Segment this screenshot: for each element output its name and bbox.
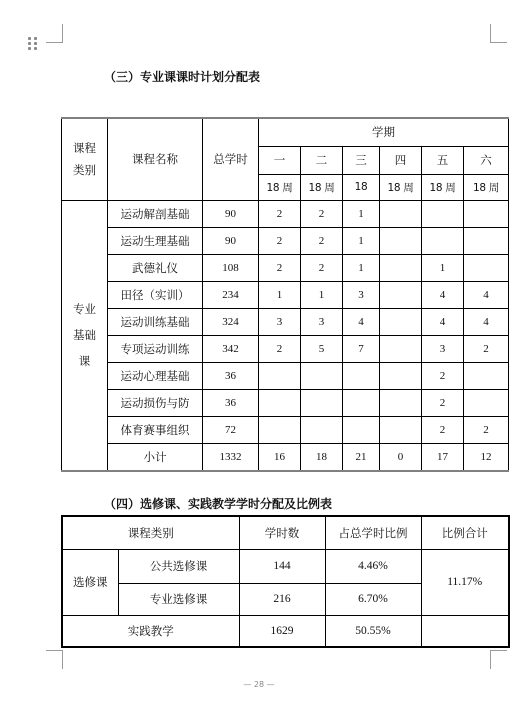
hours-s2: 3 xyxy=(301,308,343,335)
hours-s5: 3 xyxy=(422,335,464,362)
practice-ratio-sum xyxy=(421,615,509,647)
hours-s4 xyxy=(380,281,422,308)
weeks-6: 18 周 xyxy=(464,174,509,200)
header-course-name: 课程名称 xyxy=(108,118,203,200)
hours-s3 xyxy=(343,389,380,416)
hours-s3: 1 xyxy=(343,200,380,227)
course-total: 342 xyxy=(203,335,259,362)
subtotal-s6: 12 xyxy=(464,443,509,471)
hours-s3: 1 xyxy=(343,254,380,281)
header-course-category: 课程 类别 xyxy=(62,118,108,200)
course-total: 72 xyxy=(203,416,259,443)
table-row xyxy=(62,389,509,416)
subtotal-s5: 17 xyxy=(422,443,464,471)
table-row xyxy=(62,254,509,281)
crop-mark-top-right xyxy=(490,24,507,43)
hours-s4 xyxy=(380,200,422,227)
elective-practice-table xyxy=(61,515,510,648)
hours-s2: 5 xyxy=(301,335,343,362)
hours-s6: 2 xyxy=(464,416,509,443)
hours-s4 xyxy=(380,254,422,281)
table-row xyxy=(62,200,509,227)
course-name: 田径（实训） xyxy=(108,281,203,308)
header-total-hours: 总学时 xyxy=(203,118,259,200)
hours-s2 xyxy=(301,389,343,416)
subtotal-total: 1332 xyxy=(203,443,259,471)
course-name: 运动训练基础 xyxy=(108,308,203,335)
course-name: 运动损伤与防 xyxy=(108,389,203,416)
elective-ratio-sum: 11.17% xyxy=(421,549,509,615)
hours-s5: 2 xyxy=(422,416,464,443)
page-number: — 28 — xyxy=(243,680,275,689)
table-row xyxy=(62,615,509,647)
hours-s3: 3 xyxy=(343,281,380,308)
course-name: 公共选修课 xyxy=(118,549,239,583)
semester-3: 三 xyxy=(343,146,380,174)
hours-s4 xyxy=(380,308,422,335)
hours-s2: 2 xyxy=(301,254,343,281)
course-name: 运动心理基础 xyxy=(108,362,203,389)
semester-4: 四 xyxy=(380,146,422,174)
hours-s2: 2 xyxy=(301,227,343,254)
hours-s1: 2 xyxy=(259,227,301,254)
course-total: 90 xyxy=(203,200,259,227)
semester-6: 六 xyxy=(464,146,509,174)
course-ratio: 6.70% xyxy=(325,583,421,615)
hours-s6 xyxy=(464,254,509,281)
hours-s2: 1 xyxy=(301,281,343,308)
subtotal-s4: 0 xyxy=(380,443,422,471)
course-hours: 216 xyxy=(239,583,325,615)
header-ratio-sum: 比例合计 xyxy=(421,516,509,549)
course-name: 运动生理基础 xyxy=(108,227,203,254)
course-name: 体育赛事组织 xyxy=(108,416,203,443)
hours-s6 xyxy=(464,362,509,389)
subtotal-s2: 18 xyxy=(301,443,343,471)
hours-s4 xyxy=(380,335,422,362)
table-row xyxy=(62,549,509,583)
weeks-1: 18 周 xyxy=(259,174,301,200)
hours-s4 xyxy=(380,416,422,443)
course-name: 武德礼仪 xyxy=(108,254,203,281)
hours-s4 xyxy=(380,389,422,416)
subtotal-s3: 21 xyxy=(343,443,380,471)
course-total: 36 xyxy=(203,362,259,389)
header-semester: 学期 xyxy=(259,118,509,146)
section-4-title: （四）选修课、实践教学学时分配及比例表 xyxy=(104,497,333,511)
subtotal-s1: 16 xyxy=(259,443,301,471)
hours-s5: 2 xyxy=(422,389,464,416)
weeks-2: 18 周 xyxy=(301,174,343,200)
hours-s6 xyxy=(464,227,509,254)
crop-mark-bottom-left xyxy=(46,650,63,669)
header-course-type: 课程类别 xyxy=(62,516,239,549)
hours-s5: 4 xyxy=(422,308,464,335)
table-row xyxy=(62,416,509,443)
semester-2: 二 xyxy=(301,146,343,174)
hours-s6 xyxy=(464,389,509,416)
weeks-3: 18 xyxy=(343,174,380,200)
course-total: 234 xyxy=(203,281,259,308)
crop-mark-top-left xyxy=(46,24,63,43)
course-ratio: 4.46% xyxy=(325,549,421,583)
drag-handle-icon[interactable] xyxy=(28,37,38,51)
weeks-5: 18 周 xyxy=(422,174,464,200)
hours-s1 xyxy=(259,389,301,416)
course-total: 36 xyxy=(203,389,259,416)
hours-s5 xyxy=(422,227,464,254)
hours-s3: 1 xyxy=(343,227,380,254)
hours-s3 xyxy=(343,416,380,443)
hours-s1: 2 xyxy=(259,254,301,281)
table-row xyxy=(62,362,509,389)
hours-s4 xyxy=(380,362,422,389)
hours-s1: 1 xyxy=(259,281,301,308)
crop-mark-bottom-right xyxy=(490,650,507,669)
category-professional-basic: 专业 基础 课 xyxy=(62,200,108,471)
course-total: 324 xyxy=(203,308,259,335)
hours-s1: 2 xyxy=(259,335,301,362)
hours-s5: 1 xyxy=(422,254,464,281)
hours-s6: 4 xyxy=(464,281,509,308)
elective-label: 选修课 xyxy=(62,549,118,615)
course-name: 运动解剖基础 xyxy=(108,200,203,227)
hours-s6 xyxy=(464,200,509,227)
section-3-title: （三）专业课课时计划分配表 xyxy=(104,70,261,84)
hours-s6: 2 xyxy=(464,335,509,362)
course-hours: 144 xyxy=(239,549,325,583)
hours-s2 xyxy=(301,416,343,443)
hours-s5 xyxy=(422,200,464,227)
hours-s6: 4 xyxy=(464,308,509,335)
hours-s4 xyxy=(380,227,422,254)
hours-s5: 2 xyxy=(422,362,464,389)
course-name: 专项运动训练 xyxy=(108,335,203,362)
header-ratio: 占总学时比例 xyxy=(325,516,421,549)
hours-s1: 2 xyxy=(259,200,301,227)
hours-s1 xyxy=(259,416,301,443)
subtotal-row xyxy=(62,443,509,471)
hours-s1: 3 xyxy=(259,308,301,335)
header-hours: 学时数 xyxy=(239,516,325,549)
semester-5: 五 xyxy=(422,146,464,174)
subtotal-label: 小计 xyxy=(108,443,203,471)
table-row xyxy=(62,281,509,308)
hours-s3: 7 xyxy=(343,335,380,362)
weeks-4: 18 周 xyxy=(380,174,422,200)
course-total: 108 xyxy=(203,254,259,281)
practice-hours: 1629 xyxy=(239,615,325,647)
course-name: 专业选修课 xyxy=(118,583,239,615)
hours-s3: 4 xyxy=(343,308,380,335)
semester-1: 一 xyxy=(259,146,301,174)
practice-ratio: 50.55% xyxy=(325,615,421,647)
course-total: 90 xyxy=(203,227,259,254)
table-row xyxy=(62,227,509,254)
table-row xyxy=(62,308,509,335)
course-hours-table xyxy=(61,117,509,472)
hours-s1 xyxy=(259,362,301,389)
practice-label: 实践教学 xyxy=(62,615,239,647)
hours-s2 xyxy=(301,362,343,389)
hours-s3 xyxy=(343,362,380,389)
hours-s5: 4 xyxy=(422,281,464,308)
table-row xyxy=(62,335,509,362)
hours-s2: 2 xyxy=(301,200,343,227)
